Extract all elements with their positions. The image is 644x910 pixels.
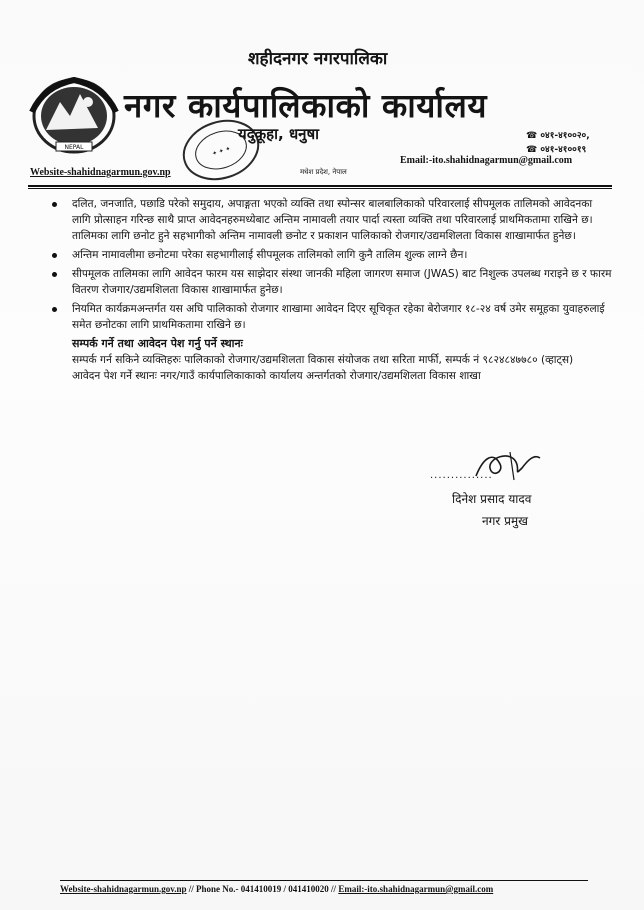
bullet-icon — [52, 202, 57, 207]
footer-divider — [60, 880, 588, 881]
signature-line: ............... — [430, 470, 493, 481]
notice-bullet-item — [52, 247, 614, 263]
svg-text:✦ ✦ ✦: ✦ ✦ ✦ — [211, 145, 232, 158]
logo-text: NEPAL — [64, 144, 84, 151]
header-divider — [28, 185, 612, 187]
phone-number-2: ☎ ०४१-४१००१९ — [526, 145, 587, 155]
submission-place: आवेदन पेश गर्ने स्थानः नगर/गाउँ कार्यपालिकाकाको कार्यालय अन्तर्गतको रोजगार/उद्यमशिलता विकास शाखा — [72, 370, 481, 382]
municipality-name: शहीदनगर नगरपालिका — [248, 49, 388, 69]
bullet-icon — [52, 253, 57, 258]
bullet-text: दलित, जनजाति, पछाडि परेको समुदाय, अपाङ्गता भएको व्यक्ति तथा स्पोन्सर बालबालिकाको परिवारलाई सीपमूलक तालिमको आवेदनका लागि प्रोत्साहन गरिन्छ साथै प्राप्त आवेदनहरुमध्येबाट अन्तिम नामावली तयार पार्दा त्यस्ता व्यक्ति तथा परिवारलाई प्राथमिकतामा राखिने छ। तालिमका लागि छनोट हुने सहभागीको अन्तिम नामावली छनोट र प्रकाशन पालिकाको रोजगार/उद्यमशिलता विकास शाखामार्फत हुनेछ। — [72, 198, 593, 242]
notice-bullet-list — [52, 196, 614, 333]
province-label: मधेश प्रदेश, नेपाल — [300, 168, 347, 176]
footer-phone: // Phone No.- 041410019 / 041410020 // — [186, 884, 339, 894]
footer-email: Email:-ito.shahidnagarmun@gmail.com — [338, 884, 494, 894]
contact-person: सम्पर्क गर्न सकिने व्यक्तिहरुः पालिकाको रोजगार/उद्यमशिलता विकास संयोजक तथा सरिता मार्फी, सम्पर्क नं ९८२४८४७७८० (व्हाट्स) — [72, 354, 574, 366]
office-address: यदुकूहा, धनुषा — [238, 125, 320, 143]
notice-bullet-item — [52, 301, 614, 333]
header-email: Email:-ito.shahidnagarmun@gmail.com — [400, 155, 573, 166]
notice-body — [52, 196, 614, 384]
bullet-icon — [52, 307, 57, 312]
contact-heading: सम्पर्क गर्ने तथा आवेदन पेश गर्नु पर्ने स्थानः — [72, 337, 243, 350]
header-divider-thin — [28, 188, 612, 189]
header-website: Website-shahidnagarmun.gov.np — [30, 167, 171, 178]
signer-name: दिनेश प्रसाद यादव — [452, 492, 532, 506]
office-title: नगर कार्यपालिकाको कार्यालय — [124, 86, 487, 125]
bullet-text: नियमित कार्यक्रमअन्तर्गत यस अघि पालिकाको रोजगार शाखामा आवेदन दिएर सूचिकृत रहेका बेरोजगार १८-२४ वर्ष उमेर समूहका युवाहरुलाई समेत छनोटका लागि प्राथमिकतामा राखिने छ। — [72, 303, 605, 331]
footer-website: Website-shahidnagarmun.gov.np — [60, 884, 187, 894]
bullet-text: अन्तिम नामावलीमा छनोटमा परेका सहभागीलाई सीपमूलक तालिमको लागि कुनै तालिम शुल्क लाग्ने छैन। — [72, 249, 468, 261]
nepal-emblem-logo — [26, 72, 122, 158]
notice-bullet-item — [52, 266, 614, 298]
phone-number-1: ☎ ०४१-४१००२०, — [526, 131, 590, 141]
footer — [60, 884, 493, 894]
notice-bullet-item — [52, 196, 614, 244]
bullet-text: सीपमूलक तालिमका लागि आवेदन फारम यस साझेदार संस्था जानकी महिला जागरण समाज (JWAS) बाट निशुल्क उपलब्ध गराइने छ र फारम वितरण रोजगार/उद्यमशिलता विकास शाखामार्फत हुनेछ। — [72, 268, 612, 296]
bullet-icon — [52, 272, 57, 277]
signer-title: नगर प्रमुख — [482, 514, 528, 528]
